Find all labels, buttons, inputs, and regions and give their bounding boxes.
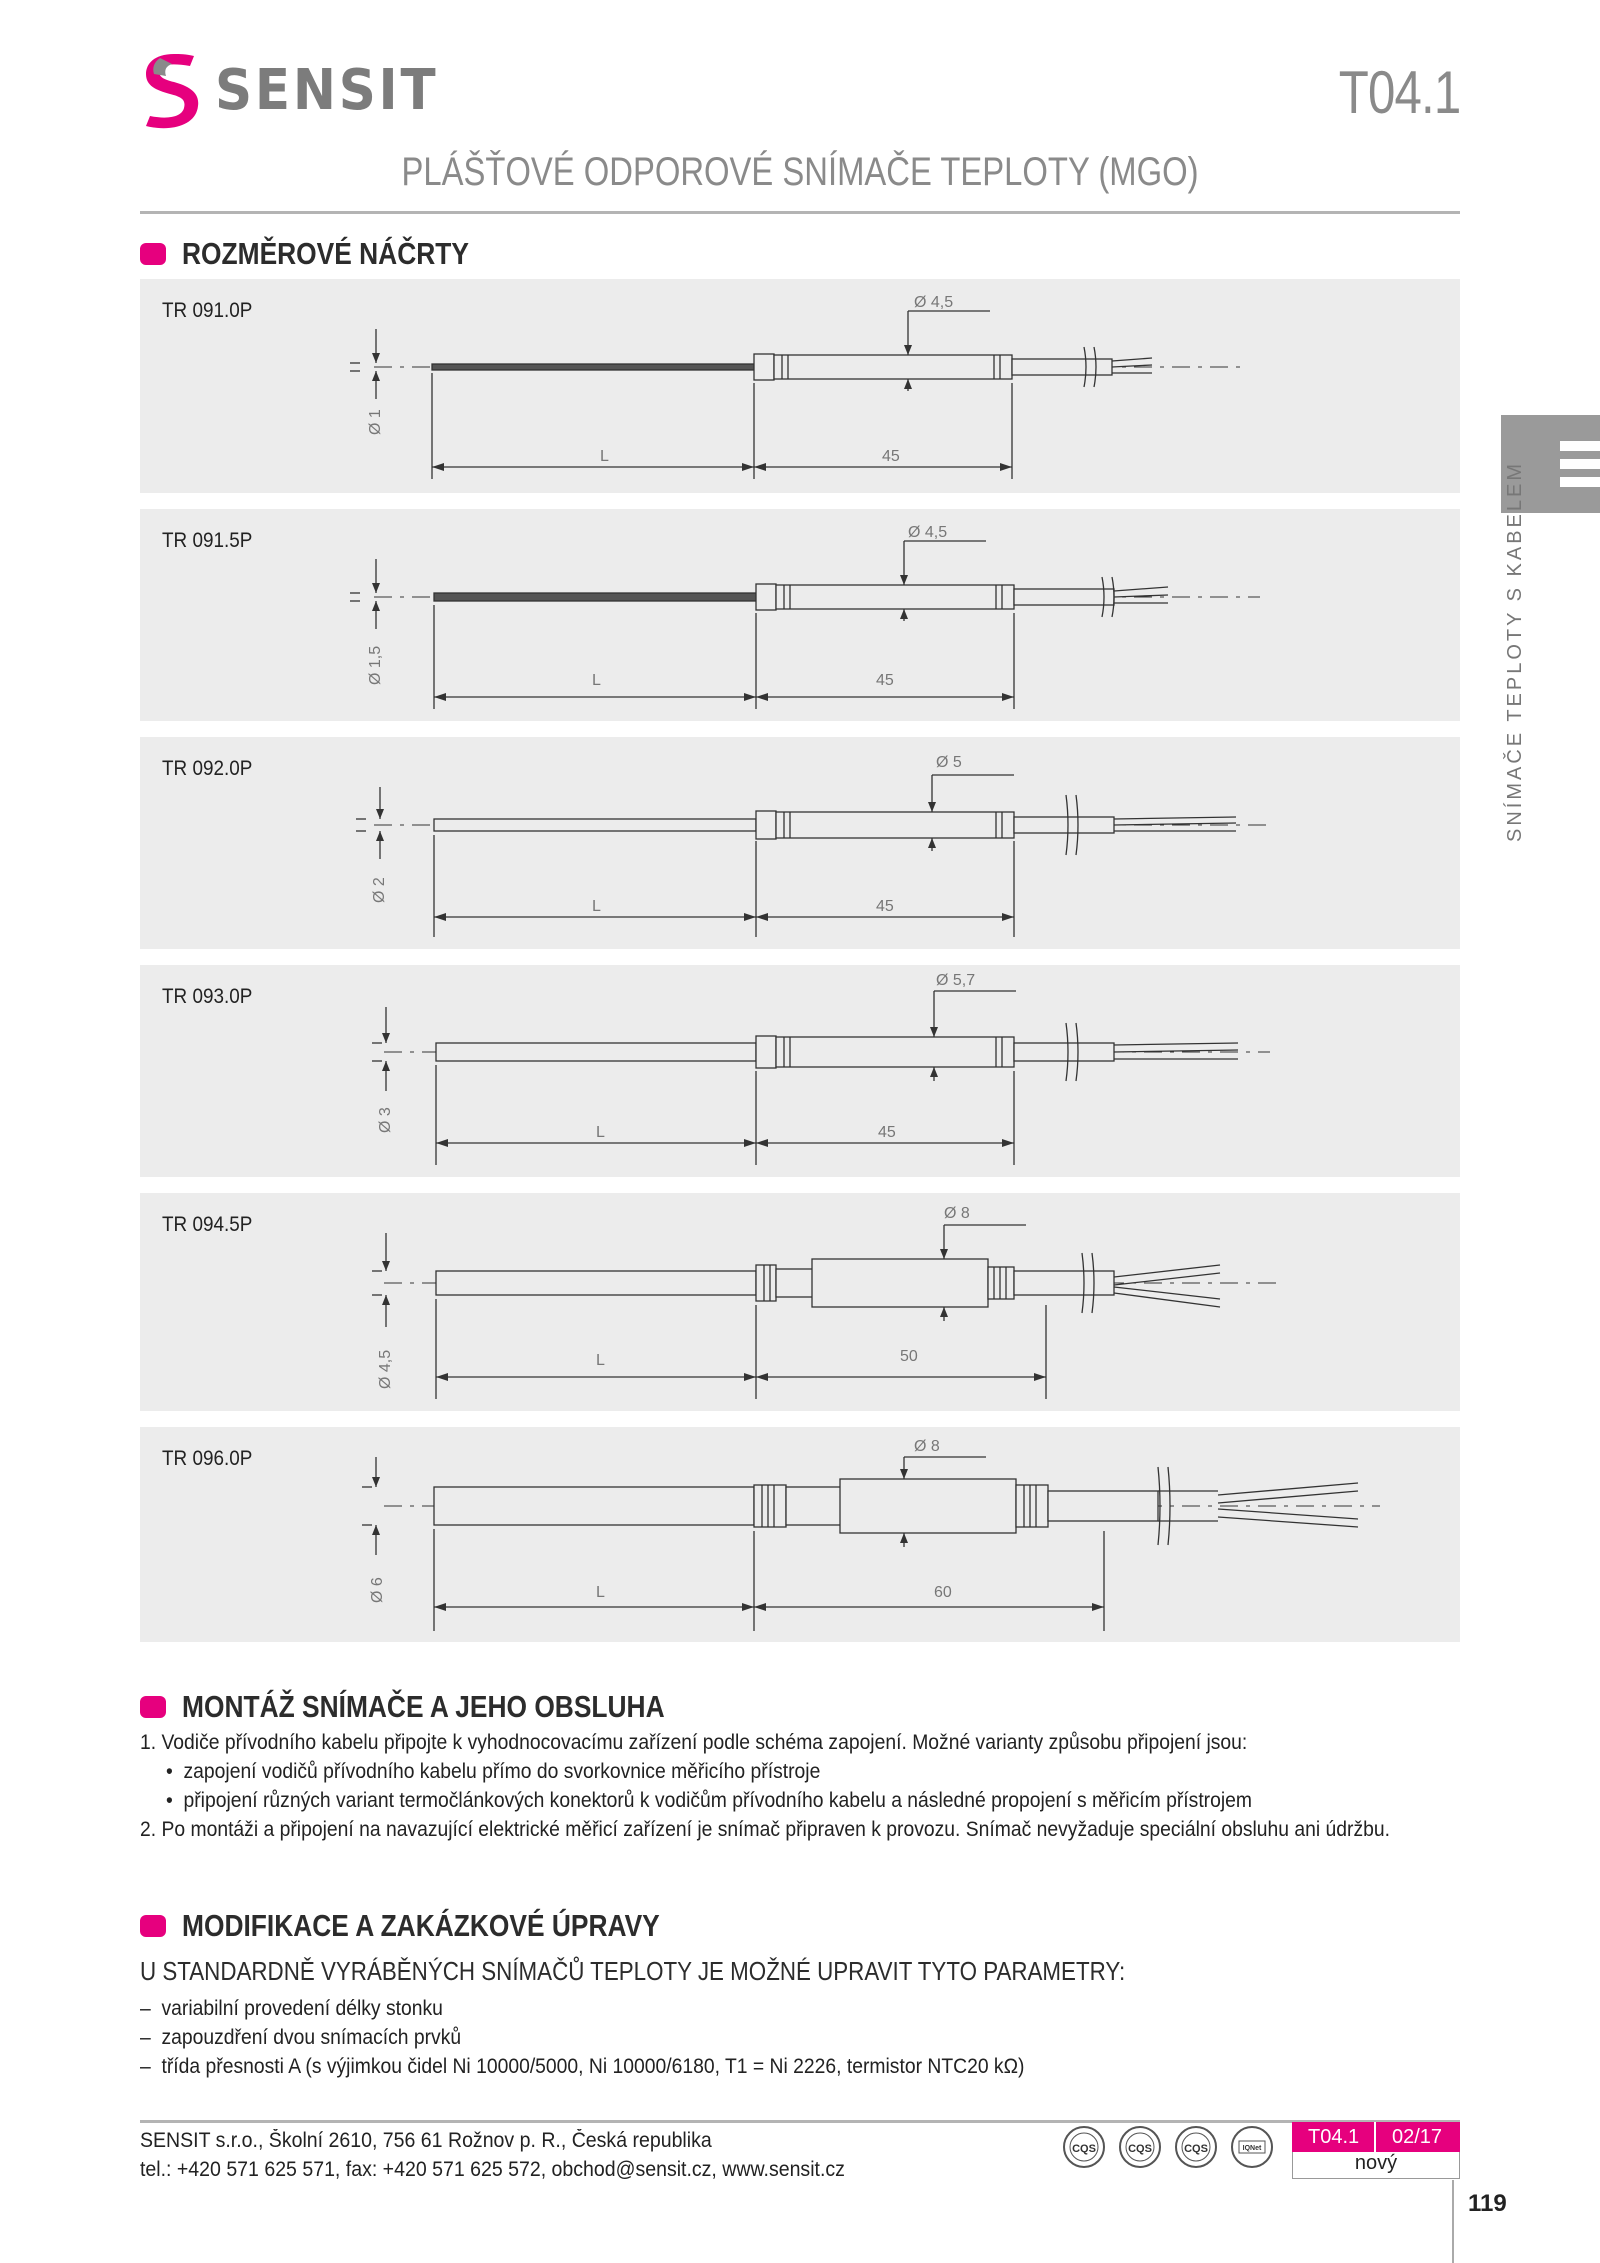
tip-diameter-label: Ø 6 [369,1577,386,1603]
sensit-logo-icon [140,52,202,132]
drawing-tr0910p [140,279,1460,493]
length-label: L [592,672,601,689]
model-label: TR 092.0P [162,757,253,780]
svg-text:CQS: CQS [1184,2143,1208,2155]
modifications-subtitle: U STANDARDNĚ VYRÁBĚNÝCH SNÍMAČŮ TEPLOTY JE MOŽNÉ UPRAVIT TYTO PARAMETRY: [140,1956,1126,1986]
drawing-tr0960p [140,1427,1460,1642]
length-label: L [596,1352,605,1369]
iqnet-cert-icon [1230,2125,1274,2169]
model-label: TR 096.0P [162,1447,253,1470]
model-label: TR 093.0P [162,985,253,1008]
drawing-panel-4 [140,965,1460,1177]
version-status: nový [1292,2152,1460,2179]
section-bullet [140,1915,166,1937]
doc-code: T04.1 [1338,59,1460,126]
model-label: TR 091.0P [162,299,253,322]
assembly-bullet-1: • zapojení vodičů přívodního kabelu přímo do svorkovnice měřicího přístroje [166,1760,821,1783]
drawing-panel-2 [140,509,1460,721]
cqs-cert-icon [1062,2125,1106,2169]
section-bullet [140,243,166,265]
tab-letter-e-icon [1560,441,1600,487]
footer-divider [140,2120,1460,2123]
head-length-label: 45 [876,672,894,689]
tip-diameter-label: Ø 1,5 [367,645,384,685]
head-diameter-label: Ø 5,7 [936,972,976,989]
head-length-label: 50 [900,1348,918,1365]
head-diameter-label: Ø 4,5 [908,524,948,541]
model-label: TR 094.5P [162,1213,253,1236]
modification-item: – variabilní provedení délky stonku [140,1997,443,2020]
assembly-bullet-2: • připojení různých variant termočlánkových konektorů k vodičům přívodního kabelu a následné propojení s měřicím přístrojem [166,1789,1253,1812]
drawing-tr0920p [140,737,1460,949]
version-date: 02/17 [1392,2126,1443,2148]
drawing-tr0945p [140,1193,1460,1411]
modification-item: – zapouzdření dvou snímacích prvků [140,2026,462,2049]
head-diameter-label: Ø 4,5 [914,294,954,311]
drawing-panel-1 [140,279,1460,493]
tip-diameter-label: Ø 4,5 [377,1349,394,1389]
logo-text: SENSIT [215,58,439,123]
modification-item: – třída přesnosti A (s výjimkou čidel Ni 10000/5000, Ni 10000/6180, T1 = Ni 2226, termistor NTC20 kΩ) [140,2055,1025,2078]
drawing-tr0915p [140,509,1460,721]
length-label: L [592,898,601,915]
assembly-step-1: 1. Vodiče přívodního kabelu připojte k vyhodnocovacímu zařízení podle schéma zapojení. Možné varianty způsobu připojení jsou: [140,1731,1248,1754]
side-vertical-label: SNÍMAČE TEPLOTY S KABELEM [1504,460,1526,842]
svg-text:CQS: CQS [1072,2143,1096,2155]
tip-diameter-label: Ø 1 [367,409,384,435]
head-diameter-label: Ø 8 [944,1205,970,1222]
head-diameter-label: Ø 8 [914,1438,940,1455]
footer-contact: tel.: +420 571 625 571, fax: +420 571 625 572, obchod@sensit.cz, www.sensit.cz [140,2158,845,2181]
version-code: T04.1 [1308,2126,1360,2148]
section-heading-modifications: MODIFIKACE A ZAKÁZKOVÉ ÚPRAVY [182,1908,660,1943]
length-label: L [600,448,609,465]
drawing-panel-3 [140,737,1460,949]
tip-diameter-label: Ø 2 [371,877,388,903]
head-length-label: 45 [876,898,894,915]
footer-address: SENSIT s.r.o., Školní 2610, 756 61 Rožnov p. R., Česká republika [140,2129,712,2152]
head-length-label: 45 [878,1124,896,1141]
section-bullet [140,1696,166,1718]
version-box [1292,2122,1460,2180]
svg-text:CQS: CQS [1128,2143,1152,2155]
cqs-cert-icon [1118,2125,1162,2169]
cqs-cert-icon [1174,2125,1218,2169]
drawing-panel-6 [140,1427,1460,1642]
page-title: PLÁŠŤOVÉ ODPOROVÉ SNÍMAČE TEPLOTY (MGO) [401,150,1199,194]
version-header [1292,2122,1460,2152]
assembly-step-2: 2. Po montáži a připojení na navazující elektrické měřicí zařízení je snímač připraven k provozu. Snímač nevyžaduje speciální obsluhu ani údržbu. [140,1818,1391,1841]
drawing-panel-5 [140,1193,1460,1411]
svg-text:IQNet: IQNet [1242,2145,1262,2152]
section-heading-drawings: ROZMĚROVÉ NÁČRTY [182,236,469,271]
page-number: 119 [1468,2190,1507,2217]
section-heading-assembly: MONTÁŽ SNÍMAČE A JEHO OBSLUHA [182,1689,665,1724]
head-length-label: 60 [934,1584,952,1601]
length-label: L [596,1584,605,1601]
title-divider [140,211,1460,214]
head-length-label: 45 [882,448,900,465]
tip-diameter-label: Ø 3 [377,1107,394,1133]
page-number-divider [1452,2180,1454,2263]
model-label: TR 091.5P [162,529,253,552]
head-diameter-label: Ø 5 [936,754,962,771]
length-label: L [596,1124,605,1141]
drawing-tr0930p [140,965,1460,1177]
